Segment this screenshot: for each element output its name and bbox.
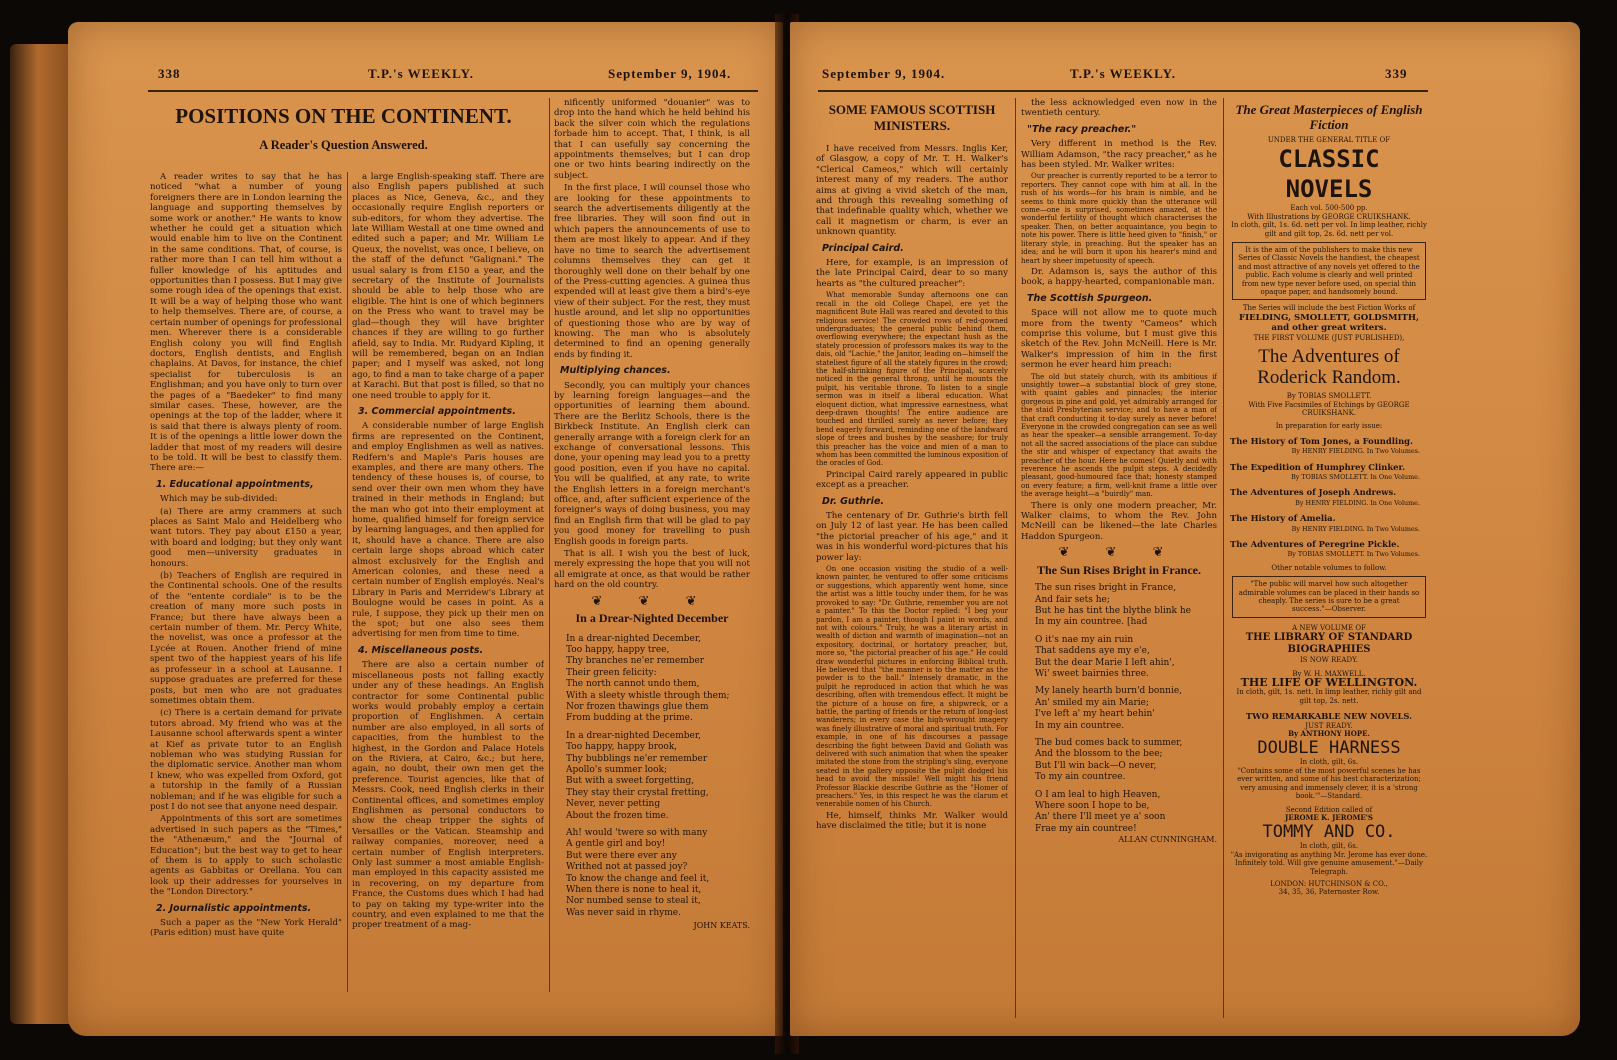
poem-line: O I am leal to high Heaven, <box>1035 789 1161 800</box>
poem-line: To my ain countree. <box>1035 772 1126 783</box>
ad-double-harness: DOUBLE HARNESS <box>1257 738 1401 759</box>
poem-line: But he has tint the blythe blink he <box>1035 605 1191 616</box>
poem-line: And fair sets he; <box>1035 594 1110 605</box>
column-rule <box>549 98 550 992</box>
ad-text: UNDER THE GENERAL TITLE OF <box>1267 136 1391 144</box>
paragraph: A reader writes to say that he has noticed "what a number of young foreigners there are in London learning the language and supporting themselves by some work or another." He wants to know whether he could get a situation which would enable him to live on the Continent in the same conditions. That, of course, is rather more than I can tell him without a fuller knowledge of his aptitudes and opportunities than I possess. But I may give some rough idea of the openings that exist. It will be a way of helping those who want to help themselves. There are, of course, a certain number of openings for professional men. Wherever there is a considerable English colony you will find English doctors, English dentists, and English chaplains. At Davos, for instance, the chief specialist for tuberculosis is an Englishman; and you have only to turn over the pages of a "Baedeker" to find many similar cases. These, however, are the openings at the top of the ladder, where it is said that there is always plenty of room. It is of the openings a little lower down the ladder that most of my readers will desire to be told. It will be best to classify them. There are:— <box>150 172 342 474</box>
article-title: POSITIONS ON THE CONTINENT. <box>175 104 512 128</box>
ad-text: With Five Facsimiles of Etchings by GEORGE CRUIKSHANK. <box>1248 400 1410 417</box>
ad-text: Each vol. 500-500 pp. <box>1290 204 1368 213</box>
ad-book-item: The History of Tom Jones, a Foundling. By HENRY FIELDING. In Two Volumes. <box>1230 435 1420 456</box>
poem-line: An' smiled my ain Marie; <box>1035 697 1149 708</box>
ad-book-author: By TOBIAS SMOLLETT. In One Volume. <box>1291 472 1420 481</box>
paragraph: Secondly, you can multiply your chances by learning foreign languages—and the opportunities of learning them abound. There are the Berlitz Schools, there is the Birkbeck Institute. An English clerk can generally arrange with a foreign clerk for an exchange of conversational lessons. This done, your opening may lead you to a pretty good position, even if you have no capital. You will be qualified, at any rate, to write the English letters in a foreign merchant's office, and, after sufficient experience of the foreigner's ways of doing business, you may find an English firm that will be glad to pay you good money for travelling to push English goods in foreign parts. <box>554 380 750 547</box>
right-date: September 9, 1904. <box>822 66 946 81</box>
paragraph: Dr. Adamson is, says the author of this book, a happy-hearted, companionable man. <box>1021 266 1217 288</box>
column-rule <box>1223 98 1224 1018</box>
ad-book-item: The History of Amelia. By HENRY FIELDING. In Two Volumes. <box>1230 513 1420 533</box>
ad-box: "The public will marvel how such altogether admirable volumes can be placed in their hands so cheaply. The series is sure to be a great success."—Observer. <box>1232 576 1426 618</box>
poem-line: With a sleety whistle through them; <box>566 690 730 701</box>
poem <box>554 634 750 920</box>
ad-book-title: The Adventures of Roderick Random. <box>1257 346 1401 389</box>
paragraph: There is only one modern preacher, Mr. Walker claims, to whom the Rev. John McNeill can be likened—the late Charles Haddon Spurgeon. <box>1021 500 1217 542</box>
poem-line: From budding at the prime. <box>566 713 693 724</box>
ad-text: A NEW VOLUME OF <box>1292 623 1366 632</box>
section-heading: 4. Miscellaneous posts. <box>358 644 484 656</box>
ad-text: JEROME K. JEROME'S <box>1285 812 1373 822</box>
poem-line: They stay their crystal fretting, <box>566 787 709 798</box>
poem-line: When there is none to heal it, <box>566 885 702 896</box>
poem-line: In a drear-nighted December, <box>566 633 702 644</box>
paragraph: He, himself, thinks Mr. Walker would have disclaimed the title; but it is none <box>816 810 1008 832</box>
paragraph: Here, for example, is an impression of the late Principal Caird, dear to so many hearts as "the cultured preacher": <box>816 258 1008 289</box>
ad-book-author: By TOBIAS SMOLLETT. In Two Volumes. <box>1287 550 1420 559</box>
ad-text: In cloth, gilt, 6s. <box>1299 758 1359 767</box>
ad-text: In cloth, gilt, 1s. nett. In limp leather, richly gilt and gilt top, 2s. nett. <box>1236 688 1422 705</box>
left-column-2 <box>352 172 544 992</box>
poem-line: But were there ever any <box>566 850 677 861</box>
right-column-1 <box>816 98 1008 1018</box>
paragraph: A considerable number of large English firms are represented on the Continent, and employ Englishmen as well as natives. Redfern's and Maple's Paris houses are examples, and there are many others. The tendency of these houses is, of course, to send over their own men whom they have trained in their methods in England; but the man who got into their employment at home, qualified himself for foreign service by learning languages, and then applied for it, should have a chance. There are also certain large shops abroad which cater almost exclusively for the English and American colonies, and these need a certain number of English employés. Neal's Library in Paris and Merridew's Library at Boulogne would be cases in point. As a rule, I suppose, they pick up their men on the spot; but one also sees them advertising for men from time to time. <box>352 421 544 640</box>
paragraph: (c) There is a certain demand for private tutors abroad. My friend who was at the Lausanne school afterwards spent a winter at Kief as private tutor to an English nobleman who was studying Russian for the diplomatic service. Another man whom I knew, who was expelled from Oxford, got a tutorship in the family of a Russian nobleman; and if he was eligible for such a post I do not see that anyone need despair. <box>150 708 342 812</box>
poem-title: The Sun Rises Bright in France. <box>1036 562 1201 577</box>
poem-line: Wi' sweet bairnies three. <box>1035 668 1149 679</box>
poem-line: Frae my ain countree! <box>1035 823 1137 834</box>
section-heading: 3. Commercial appointments. <box>358 405 516 417</box>
ad-two-novels: TWO REMARKABLE NEW NOVELS. <box>1245 711 1413 722</box>
ad-text: THE FIRST VOLUME (JUST PUBLISHED), <box>1253 333 1405 342</box>
paragraph: In the first place, I will counsel those who are looking for these appointments to search the advertisements diligently at the free libraries. They will soon find out in which papers the announcements of use to them are most likely to appear. And if they have no time to search the advertisement columns themselves they can get it thoroughly well done on their behalf by one of the Press-cutting agencies. A guinea thus expended will at least give them a bird's-eye view of their subject. For the rest, they must hustle around, and let slip no opportunities of questioning those who are by way of knowing. The man who is absolutely determined to find an opening generally ends by finding it. <box>554 183 750 360</box>
ad-text: "Contains some of the most powerful scenes he has ever written, and some of his best characterization; very amusing and immensely clever, it is a 'strong book.'"—Standard. <box>1237 766 1421 801</box>
poem-line: An' there I'll meet ye a' soon <box>1035 812 1166 823</box>
ad-book-item: The Adventures of Peregrine Pickle. By TOBIAS SMOLLETT. In Two Volumes. <box>1230 538 1420 559</box>
right-page-number: 339 <box>1385 66 1408 81</box>
paragraph: Which may be sub-divided: <box>160 494 278 505</box>
section-heading: Principal Caird. <box>822 242 904 254</box>
poem-line: My lanely hearth burn'd bonnie, <box>1035 686 1183 697</box>
ad-text: In preparation for early issue: <box>1275 422 1383 431</box>
poem-line: The bud comes back to summer, <box>1035 737 1183 748</box>
ad-wellington: THE LIFE OF WELLINGTON. <box>1240 676 1418 690</box>
article-subtitle: A Reader's Question Answered. <box>259 138 428 152</box>
section-heading: "The racy preacher." <box>1027 123 1137 135</box>
quotation: Our preacher is currently reported to be a terror to reporters. They cannot cope with him at all. In the rush of his words—for his brain is nimble, and he seems to think more quickly than the utterance will come—one is surprised, sometimes amazed, at the wonderful fertility of thought which characterises the speaker. Then, on better acquaintance, you begin to note his power. There is little heed given to "finish," or literary style, in preaching. But the speaker has an idea; and he will burn it upon his hearer's mind and heart by sheer impetuosity of speech. <box>1021 172 1217 265</box>
poem-line: To know the change and feel it, <box>566 873 710 884</box>
ornament: ❦ ❦ ❦ <box>1058 545 1180 561</box>
poem <box>1021 583 1217 835</box>
paragraph: That is all. I wish you the best of luck, merely expressing the hope that you will not all emigrate at once, as that would be rather hard on the old country. <box>554 549 750 591</box>
poem-line: In a drear-nighted December, <box>566 730 702 741</box>
poem-line: But with a sweet forgetting, <box>566 776 695 787</box>
ad-text: Second Edition called of <box>1285 805 1373 814</box>
poem-line: Nor frozen thawings glue them <box>566 701 709 712</box>
section-heading: 2. Journalistic appointments. <box>156 902 312 914</box>
quotation: The old but stately church, with its ambitious if unsightly tower—a substantial block of grey stone, with quaint gables and pinnacles; the interior gorgeous in pine and gold, yet admirably arranged for the staid Presbyterian service; and to have a man of that craft conducting it to-day surely as never before! Everyone in the crowded congregation can see as well as hear the speaker—a sensible arrangement. To-day not all the sacred associations of the place can subdue the stir and whisper of expectancy that awaits the preacher of the hour. Here he comes! Quietly and with reverence he ascends the pulpit steps. A decidedly pleasant, good-humoured face that; honesty stamped on every feature; a firm, well-knit frame a little over the average height—a "buirdly" man. <box>1021 372 1217 499</box>
poem-line: Where soon I hope to be, <box>1035 801 1150 811</box>
left-column-3 <box>554 98 750 998</box>
poem-line: Too happy, happy brook, <box>566 742 678 753</box>
poem-line: O it's nae my ain ruin <box>1035 634 1134 645</box>
ad-text: "As invigorating as anything Mr. Jerome has ever done. Infinitely told. Will give genuine amusement."—Daily Telegraph. <box>1230 850 1428 876</box>
header-rule <box>818 90 1428 92</box>
poem-line: Nor numbed sense to steal it, <box>566 896 701 907</box>
paragraph: Very different in method is the Rev. William Adamson, "the racy preacher," as he has been styled. Mr. Walker writes: <box>1021 139 1217 171</box>
poem-line: Thy bubblings ne'er remember <box>566 753 708 764</box>
paragraph: (b) Teachers of English are required in the Continental schools. One of the results of the "entente cordiale" is to be the creation of many more such posts in France; but there have always been a certain number of them. Mr. Percy White, the novelist, was once a professor at the Lycée at Rouen. Another friend of mine spent two of the happiest years of his life as professeur in a school at Lausanne. I suppose graduates are preferred for these posts, but men who are not graduates sometimes obtain them. <box>150 571 342 706</box>
poem-line: Too happy, happy tree, <box>566 644 670 655</box>
ornament: ❦ ❦ ❦ <box>591 593 713 609</box>
ad-text: JUST READY. <box>1305 721 1353 730</box>
ad-text: IS NOW READY. <box>1299 656 1359 665</box>
poem-line: In my ain countree. <box>1035 720 1125 731</box>
article-title: SOME FAMOUS SCOTTISH MINISTERS. <box>828 102 996 133</box>
ad-headline: The Great Masterpieces of English Fiction <box>1235 102 1423 132</box>
poem-line: Thy branches ne'er remember <box>566 656 705 667</box>
magazine-spread <box>10 14 1610 1054</box>
quotation: On one occasion visiting the studio of a well-known painter, he ventured to offer some criticisms or suggestions, which apparently went home, since the artist was a little touchy under them, for he was provoked to say: "Dr. Guthrie, remember you are not a painter." To this the Doctor replied: "I beg your pardon, I am a painter, though I paint in words, and not with colours." Truly, he was a literary artist in wealth of diction and warmth of imagination—not an expository, doctrinal, or hortatory preacher, but, more so, "the pictorial preacher of his age." He could draw wonderful pictures in enforcing Biblical truth. He believed that "the manner is to the matter as the powder is to the ball." Intensely dramatic, in the pulpit he reproduced in action that which he was describing, often with tremendous effect. It might be the picture of a house on fire, a shipwreck, or a battle, the parting of friends or the return of long-lost wanderers; in every case the high-wrought imagery was finely illustrative of moral and spiritual truth. For example, in one of his discourses a passage describing the fight between David and Goliath was delivered with such animation that when the speaker imitated the stone from the stripling's sling, everyone seated in the gallery opposite the pulpit dodged his head to avoid the missile! Well might his friend Professor Blackie describe Guthrie as the "Homer of preachers." Yes, in this respect he was the clarum et venerabile nomen of his Church. <box>816 565 1008 809</box>
ad-text: The Series will include the best Fiction Works of <box>1242 304 1416 313</box>
poem-line: But I'll win back—O never, <box>1035 760 1157 771</box>
ad-text: By TOBIAS SMOLLETT. <box>1286 392 1372 401</box>
ad-book-item: The Adventures of Joseph Andrews. By HENRY FIELDING. In One Volume. <box>1230 487 1420 507</box>
poem-author: ALLAN CUNNINGHAM. <box>1118 835 1217 845</box>
quotation: What memorable Sunday afternoons one can recall in the old College Chapel, ere yet the magnificent Bute Hall was reared and devoted to this religious service! The crowded rows of red-gowned undergraduates; the general public behind them, overflowing everywhere; the expectant hush as the stately procession of professors makes its way to the dais, old "Lachie," the Janitor, leading on—himself the stateliest figure of all the stately figures in the crowd; the half-shrinking figure of the Principal, scarcely noticed in the general throng, until he mounts the pulpit, his veritable throne. To listen to a single sermon was in itself a liberal education. What eloquent diction, what impressive earnestness, what deep-drawn thoughts! The entire audience are touched and thrilled surely as never before; they bend eagerly forward, reminding one of the landward slope of trees and bushes by the seashore; for truly this preacher has the voice and mien of a man to whom has been committed the luminous exposition of the oracles of God. <box>816 291 1008 468</box>
section-heading: Multiplying chances. <box>560 365 671 377</box>
poem-author: JOHN KEATS. <box>693 921 750 931</box>
left-column-1 <box>150 172 342 992</box>
ad-book-list <box>1230 436 1428 560</box>
ad-text: Other notable volumes to follow. <box>1271 563 1387 572</box>
ad-book-author: By HENRY FIELDING. In Two Volumes. <box>1291 524 1420 533</box>
ad-address: 34, 35, 36, Paternoster Row. <box>1278 888 1380 897</box>
right-page <box>790 22 1580 1036</box>
left-masthead: T.P.'s WEEKLY. <box>368 66 475 81</box>
section-heading: Dr. Guthrie. <box>822 495 884 507</box>
left-date: September 9, 1904. <box>608 66 732 81</box>
section-heading: The Scottish Spurgeon. <box>1027 292 1153 304</box>
paragraph: (a) There are army crammers at such places as Saint Malo and Heidelberg who want tutors. They pay about £150 a year, with board and lodging; but they only want good men—university graduates in honours. <box>150 506 342 569</box>
poem-title: In a Drear-Nighted December <box>575 611 729 626</box>
poem-line: A gentle girl and boy! <box>566 839 666 850</box>
ad-tommy-and-co: TOMMY AND CO. <box>1262 822 1396 843</box>
poem-line: Writhed not at passed joy? <box>566 862 688 873</box>
left-page <box>68 22 783 1036</box>
paragraph: a large English-speaking staff. There are also English papers published at such places as Nice, Geneva, &c., and they occasionally require English reporters or sub-editors, for whom they advertise. The late William Westall at one time owned and edited such a paper; and Mr. William Le Queux, the novelist, was once, I believe, on the staff of the defunct "Galignani." The usual salary is from £150 a year, and the secretary of the Institute of Journalists should be able to help those who are eligible. The hint is one of which beginners on the Press who want to travel may be glad—though they will have brighter chances if they are willing to go further afield, say to India. Mr. Rudyard Kipling, it will be remembered, began on an Indian paper; and I myself was asked, not long ago, to find a man to take charge of a paper at Karachi. But that post is filled, so that no one need trouble to apply for it. <box>352 172 544 401</box>
advertisement <box>1230 98 1428 1018</box>
ad-book-author: By HENRY FIELDING. In One Volume. <box>1295 498 1420 507</box>
ad-text: By W. H. MAXWELL. <box>1292 669 1366 678</box>
poem-line: Never, never petting <box>566 799 661 810</box>
ad-book-item: The Expedition of Humphrey Clinker. By TOBIAS SMOLLETT. In One Volume. <box>1230 461 1420 481</box>
poem-line: The north cannot undo them, <box>566 679 700 690</box>
ad-text: With Illustrations by GEORGE CRUIKSHANK. <box>1247 212 1411 221</box>
paragraph: The centenary of Dr. Guthrie's birth fell on July 12 of last year. He has been called "the pictorial preacher of his age," and it was in his wonderful word-pictures that his power lay: <box>816 511 1008 563</box>
column-rule <box>347 172 348 992</box>
poem-line: And the blossom to the bee; <box>1035 749 1163 760</box>
poem-line: Ah! would 'twere so with many <box>566 828 708 838</box>
poem-line: That saddens aye my e'e, <box>1035 646 1150 657</box>
header-rule <box>148 90 758 92</box>
paragraph: the less acknowledged even now in the twentieth century. <box>1021 98 1217 119</box>
paragraph: There are also a certain number of miscellaneous posts not falling exactly under any of these headings. An English contractor for some Continental public works would probably employ a certain proportion of Englishmen. A certain number are also employed, in all sorts of capacities, from the humblest to the highest, in the Gordon and Palace Hotels on the Riviera, at Cairo, &c.; but here, again, no doubt, their own men get the preference. Tourist agencies, like that of Messrs. Cook, need English clerks in their Continental offices, and sometimes employ Englishmen as personal conductors to show the cheap tripper the sights of Versailles or the Vatican. Steamship and railway companies, moreover, need a certain number of English interpreters. Only last summer a most amiable English-man employed in this capacity assisted me in recovering, on my departure from France, the Customs dues which I had had to pay on taking my type-writer into the country, and even explained to me that the proper treatment of a mag- <box>352 660 544 931</box>
poem-line: Their green felicity: <box>566 667 657 678</box>
paragraph: Such a paper as the "New York Herald" (Paris edition) must have quite <box>150 918 342 939</box>
paragraph: Principal Caird rarely appeared in public except as a preacher. <box>816 469 1008 491</box>
ad-text: In cloth, gilt, 6s. <box>1299 842 1359 851</box>
section-heading: 1. Educational appointments, <box>156 478 314 490</box>
ad-authors: FIELDING, SMOLLETT, GOLDSMITH, and other great writers. <box>1239 312 1419 334</box>
poem-line: But the dear Marie I left ahin', <box>1035 657 1175 668</box>
poem-line: Was never said in rhyme. <box>566 907 681 918</box>
right-masthead: T.P.'s WEEKLY. <box>1070 66 1177 81</box>
poem-line: I've left a' my heart behin' <box>1035 709 1155 720</box>
right-column-2 <box>1021 98 1217 1018</box>
paragraph: I have received from Messrs. Inglis Ker, of Glasgow, a copy of Mr. T. H. Walker's "Clerical Cameos," which will certainly interest many of my readers. The author aims at giving a vivid sketch of the man, and through this revealing something of that indefinable quality which, whether we call it magnetism or charm, is ever an unknown quantity. <box>816 144 1008 238</box>
paragraph: nificently uniformed "douanier" was to drop into the hand which he held behind his back the silver coin which the regulations forbade him to accept. That, I think, is all that I can usefully say concerning the appointments themselves; but I can drop one or two hints bearing indirectly on the subject. <box>554 98 750 181</box>
poem-line: In my ain countree. [had <box>1035 617 1148 628</box>
poem-line: The sun rises bright in France, <box>1035 583 1177 594</box>
ad-box: It is the aim of the publishers to make this new Series of Classic Novels the handiest, the cheapest and most attractive of any novels yet offered to the public. Each volume is clearly and well printed from new type never before used, on special thin opaque paper, and handsomely bound. <box>1232 242 1426 300</box>
poem-line: About the frozen time. <box>566 810 669 821</box>
left-page-number: 338 <box>158 66 181 81</box>
paragraph: Appointments of this sort are sometimes advertised in such papers as the "Times," the "Athenæum," and the "Journal of Education"; but the best way to get to hear of them is to apply to such scholastic agents as Gabbitas or Orellana. You can look up their addresses for yourselves in the "London Directory." <box>150 814 342 898</box>
paragraph: Space will not allow me to quote much more from the twenty "Cameos" which comprise this volume, but I must give this sketch of the Rev. John McNeill. Here is Mr. Walker's impression of him in the first sermon he ever heard him preach: <box>1021 308 1217 371</box>
ad-brand: CLASSIC NOVELS <box>1278 145 1380 204</box>
ad-text: By ANTHONY HOPE. <box>1288 729 1370 739</box>
ad-book-author: By HENRY FIELDING. In Two Volumes. <box>1291 447 1420 456</box>
ad-library: THE LIBRARY OF STANDARD BIOGRAPHIES <box>1245 632 1413 656</box>
column-rule <box>1015 98 1016 1018</box>
ad-publisher: LONDON: HUTCHINSON & CO., <box>1270 879 1388 888</box>
ad-text: In cloth, gilt, 1s. 6d. nett per vol. In limp leather, richly gilt and gilt top, 2s. 6d. nett per vol. <box>1231 221 1427 238</box>
poem-line: Apollo's summer look; <box>566 764 667 775</box>
